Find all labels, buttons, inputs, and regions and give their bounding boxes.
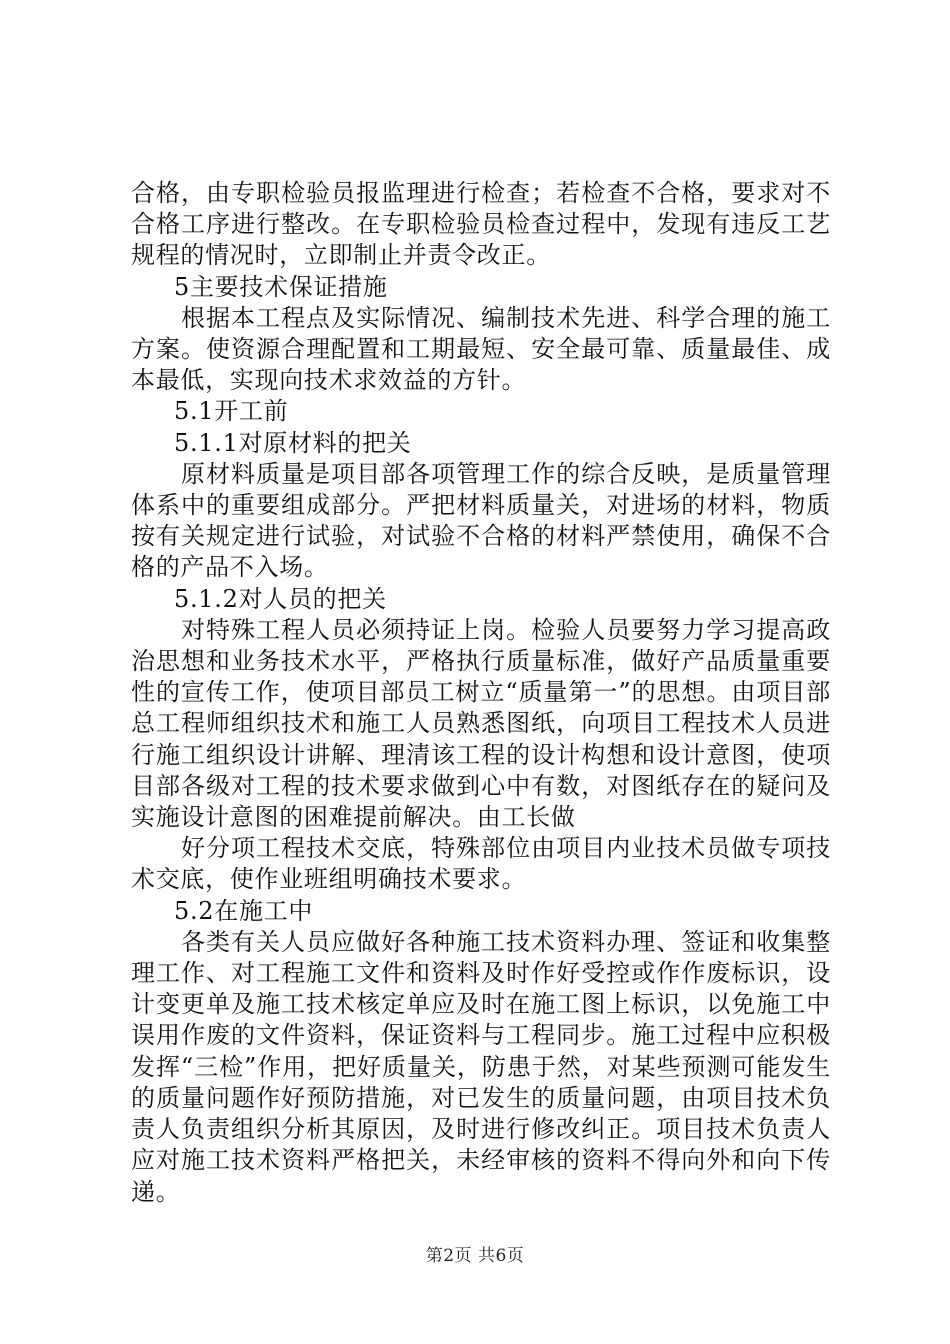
body-paragraph: 对特殊工程人员必须持证上岗。检验人员要努力学习提高政治思想和业务技术水平，严格执行质量标准，做好产品质量重要性的宣传工作，使项目部员工树立“质量第一”的思想。由项目部总工程师组织技术和施工人员熟悉图纸，向项目工程技术人员进行施工组织设计讲解、理清该工程的设计构想和设计意图，使项目部各级对工程的技术要求做到心中有数，对图纸存在的疑问及实施设计意图的困难提前解决。由工长做 — [131, 615, 831, 832]
body-paragraph: 各类有关人员应做好各种施工技术资料办理、签证和收集整理工作、对工程施工文件和资料及时作好受控或作作废标识，设计变更单及施工技术核定单应及时在施工图上标识，以免施工中误用作废的文件资料，保证资料与工程同步。施工过程中应积极发挥“三检”作用，把好质量关，防患于然，对某些预测可能发生的质量问题作好预防措施，对已发生的质量问题，由项目技术负责人负责组织分析其原因，及时进行修改纠正。项目技术负责人应对施工技术资料严格把关，未经审核的资料不得向外和向下传递。 — [131, 927, 831, 1206]
continuation-paragraph: 合格，由专职检验员报监理进行检查；若检查不合格，要求对不合格工序进行整改。在专职检验员检查过程中，发现有违反工艺规程的情况时，立即制止并责令改正。 — [131, 179, 831, 270]
body-paragraph: 根据本工程点及实际情况、编制技术先进、科学合理的施工方案。使资源合理配置和工期最短、安全最可靠、质量最佳、成本最低，实现向技术求效益的方针。 — [131, 303, 831, 395]
document-body — [131, 178, 831, 1208]
section-heading-5-1-1: 5.1.1对原材料的把关 — [174, 428, 412, 457]
section-heading-5-1: 5.1开工前 — [174, 397, 289, 426]
body-paragraph: 好分项工程技术交底，特殊部位由项目内业技术员做专项技术交底，使作业班组明确技术要求。 — [131, 834, 831, 894]
section-heading-5-2: 5.2在施工中 — [174, 896, 314, 925]
body-paragraph: 原材料质量是项目部各项管理工作的综合反映，是质量管理体系中的重要组成部分。严把材料质量关，对进场的材料，物质按有关规定进行试验，对试验不合格的材料严禁使用，确保不合格的产品不入场。 — [131, 459, 831, 582]
page-number-footer: 第2页 共6页 — [425, 1246, 525, 1266]
section-heading-5-1-2: 5.1.2对人员的把关 — [174, 584, 387, 613]
section-heading-5: 5主要技术保证措施 — [174, 272, 388, 301]
